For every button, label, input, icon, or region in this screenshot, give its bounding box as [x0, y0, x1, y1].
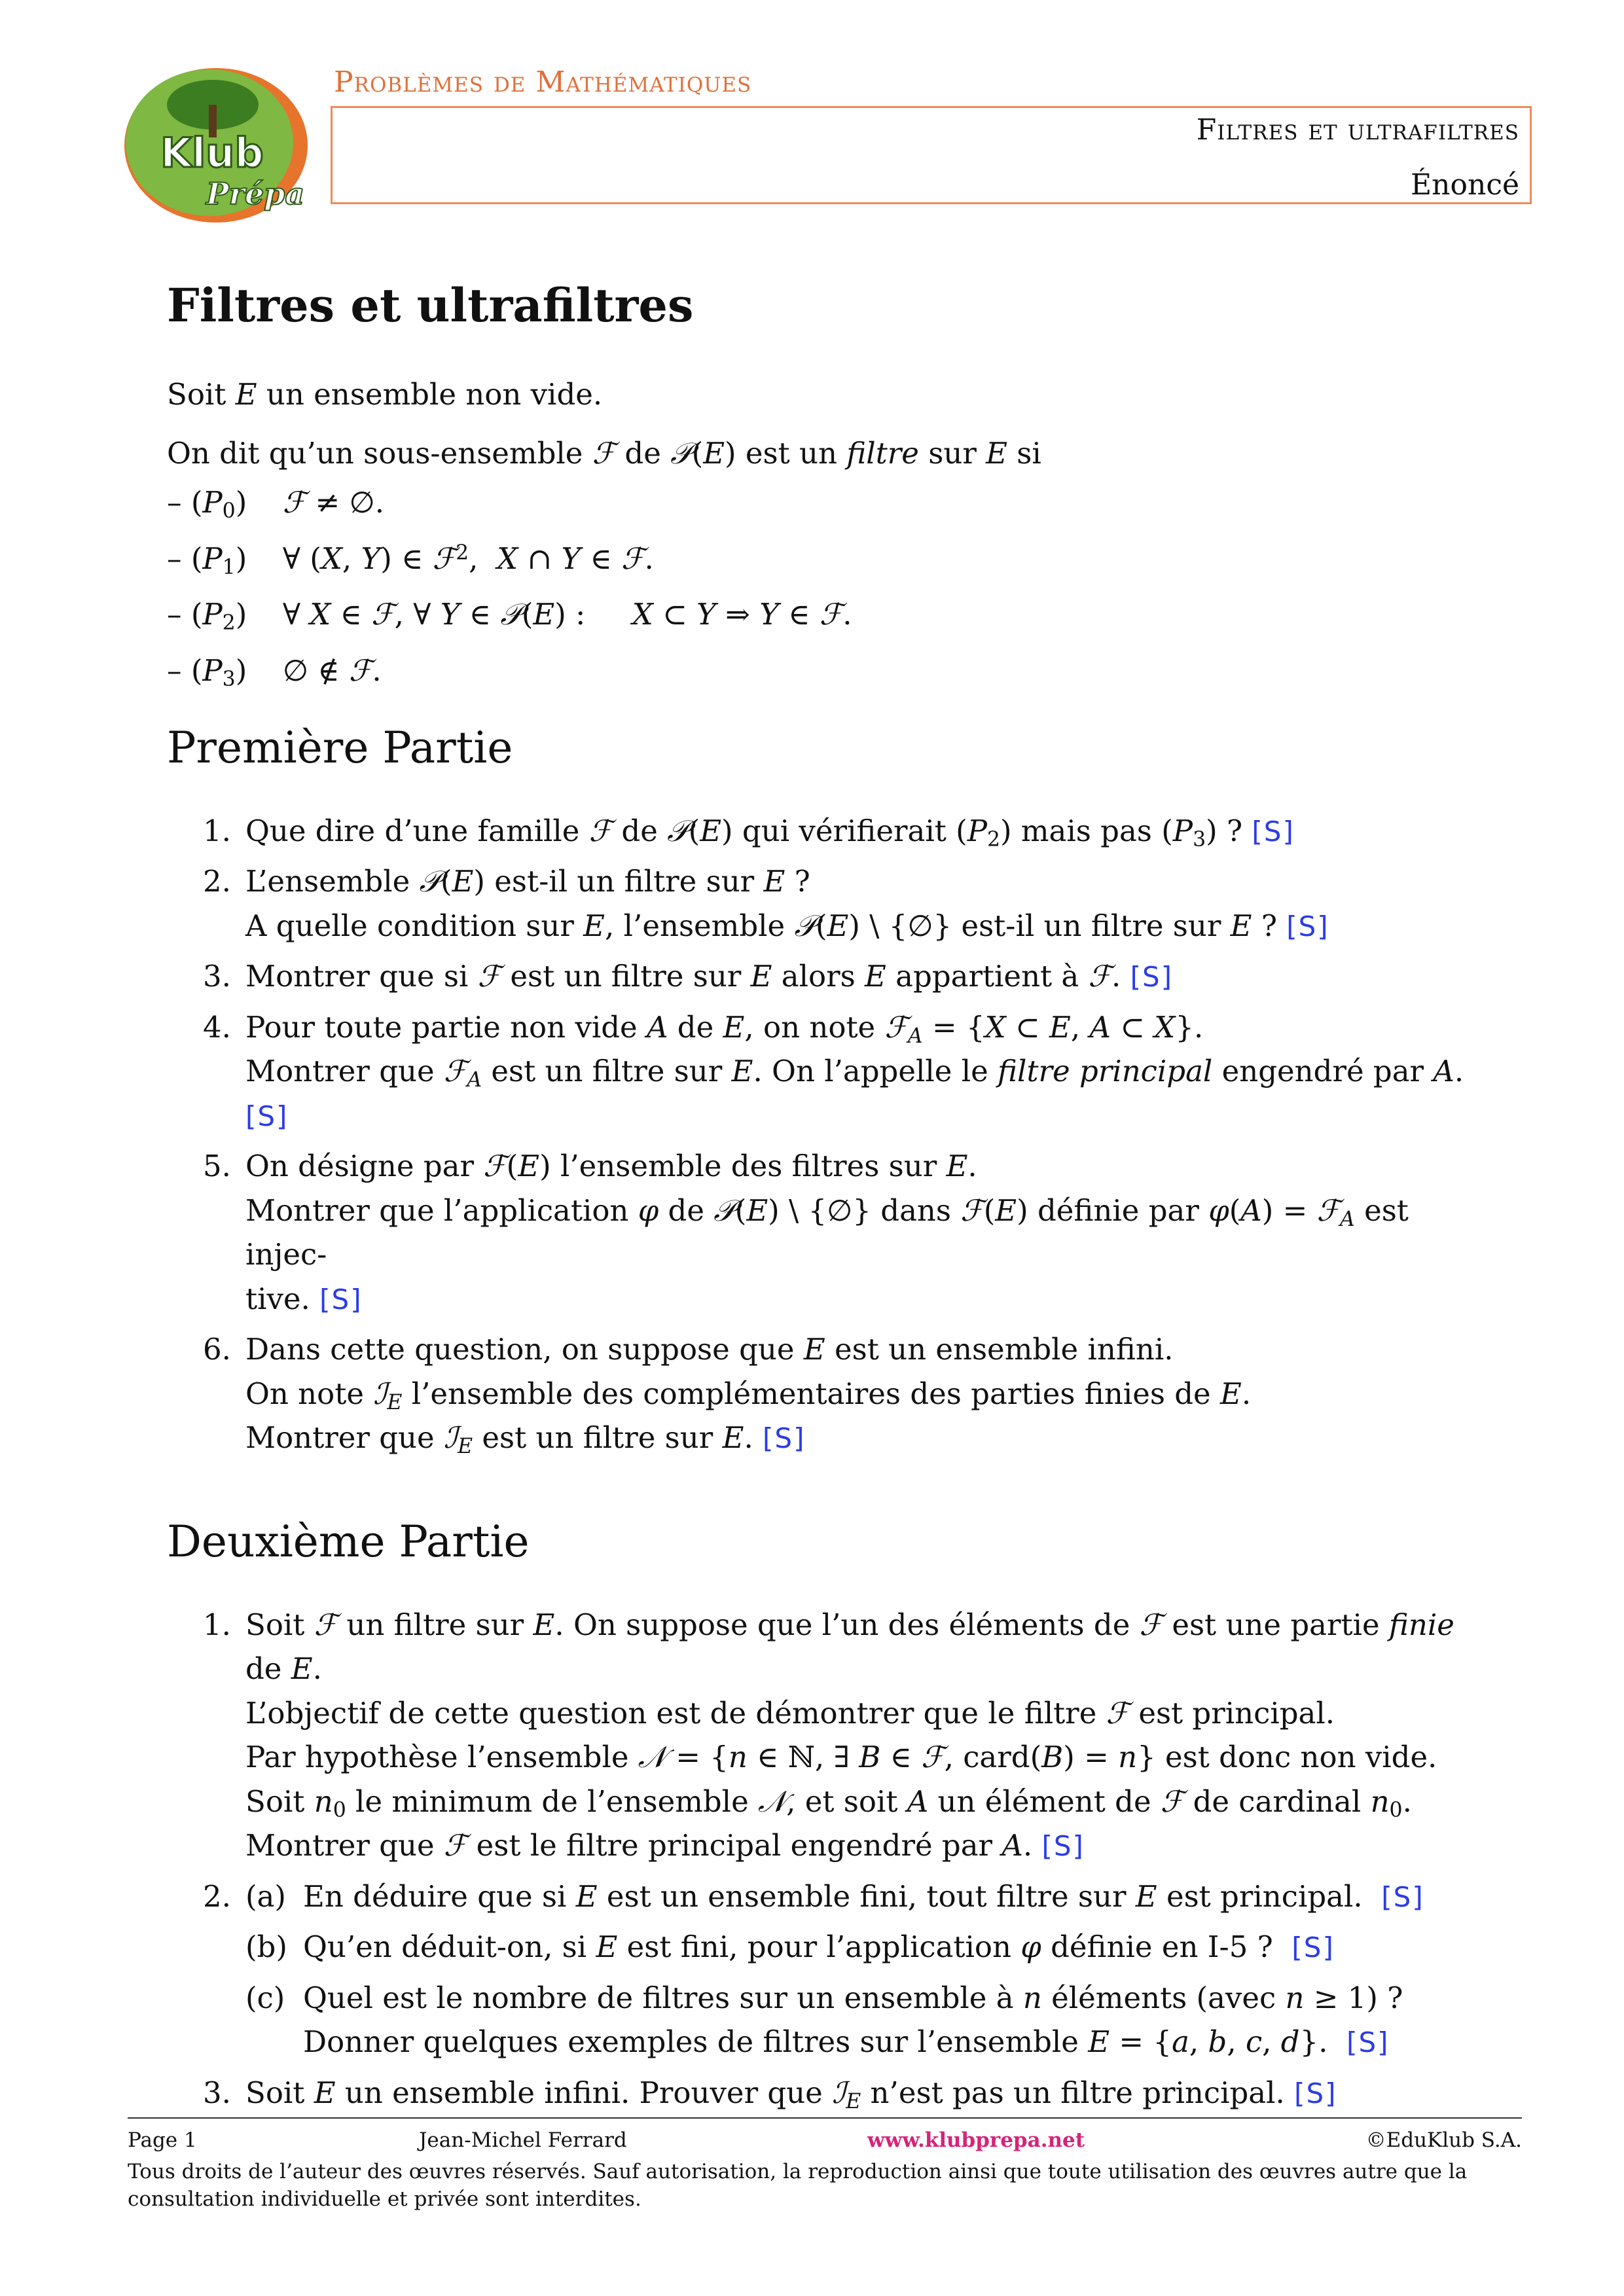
- footer-author: Jean-Michel Ferrard: [419, 2128, 627, 2152]
- series-title: Problèmes de Mathématiques: [334, 65, 752, 99]
- solution-link[interactable]: [S]: [245, 1100, 289, 1132]
- question-3: 3. Soit E un ensemble infini. Prouver que ℐ$_E$ n’est pas un filtre principal. [S]: [203, 2075, 1337, 2113]
- footer-website-link[interactable]: www.klubprepa.net: [867, 2128, 1085, 2152]
- question-2a: (a) En déduire que si E est un ensemble fini, tout filtre sur E est principal. [S]: [245, 1878, 1424, 1914]
- solution-link[interactable]: [S]: [1381, 1880, 1424, 1913]
- document-body: [167, 278, 1483, 2121]
- axiom-p3: – $(P_3)$ ∅ ∉ ℱ.: [167, 653, 382, 691]
- question-1: 1. Que dire d’une famille ℱ de 𝒫(E) qui vérifierait $(P_2)$ mais pas $(P_3)$ ? [S]: [203, 813, 1295, 852]
- footer-legal-notice: Tous droits de l’auteur des œuvres réservés. Sauf autorisation, la reproduction ainsi que toute utilisation des œuvres autre que la consultation individuelle et privée sont interdites.: [128, 2160, 1468, 2211]
- svg-text:Klub: Klub: [160, 129, 264, 177]
- solution-link[interactable]: [S]: [1294, 2077, 1337, 2109]
- footer-copyright: ©EduKlub S.A.: [1365, 2128, 1522, 2152]
- solution-link[interactable]: [S]: [319, 1283, 363, 1316]
- header-subtitle: Énoncé: [1411, 168, 1519, 202]
- axiom-p0: – $(P_0)$ ℱ ≠ ∅.: [167, 485, 385, 523]
- axiom-p2: – $(P_2)$ ∀ X ∈ ℱ, ∀ Y ∈ 𝒫(E) : X ⊂ Y ⇒ Y ∈ ℱ.: [167, 597, 852, 635]
- solution-link[interactable]: [S]: [1130, 961, 1174, 994]
- solution-link[interactable]: [S]: [1291, 1931, 1335, 1964]
- part-1-questions: [167, 809, 1483, 1460]
- axiom-p1: – $(P_1)$ ∀ (X, Y) ∈ ℱ$^2$, X ∩ Y ∈ ℱ.: [167, 541, 654, 579]
- question-2: 2. L’ensemble 𝒫(E) est-il un filtre sur E ? A quelle condition sur E, l’ensemble 𝒫(E) \ {∅} est-il un filtre sur E ? [S]: [203, 864, 1329, 943]
- klubprepa-logo: [115, 59, 314, 226]
- part-2-heading: Deuxième Partie: [167, 1516, 530, 1567]
- question-4: 4. Pour toute partie non vide A de E, on note ℱ$_A$ = {X ⊂ E, A ⊂ X}. Montrer que ℱ$_A$ est un filtre sur E. On l’appelle le filtre principal engendré par A. [S]: [203, 1009, 1464, 1132]
- solution-link[interactable]: [S]: [1346, 2026, 1390, 2059]
- part-2-questions: [167, 1603, 1483, 2115]
- page-title: Filtres et ultrafiltres: [167, 278, 694, 332]
- intro-paragraph-1: Soit E un ensemble non vide.: [167, 377, 603, 412]
- footer: [128, 2128, 1522, 2214]
- question-2-sublist: [245, 1874, 1483, 2064]
- solution-link[interactable]: [S]: [1252, 815, 1295, 848]
- footer-divider: [128, 2117, 1522, 2119]
- solution-link[interactable]: [S]: [1041, 1830, 1085, 1863]
- question-2c: (c) Quel est le nombre de filtres sur un ensemble à n éléments (avec n ≥ 1) ? Donner quelques exemples de filtres sur l’ensemble E = {a, b, c, d}. [S]: [245, 1980, 1403, 2060]
- page-number: Page 1: [128, 2128, 197, 2152]
- header-box: [331, 106, 1532, 204]
- solution-link[interactable]: [S]: [1286, 910, 1329, 942]
- question-6: 6. Dans cette question, on suppose que E est un ensemble infini. On note ℐ$_E$ l’ensemble des complémentaires des parties finies de E. Montrer que ℐ$_E$ est un filtre sur E. [S]: [203, 1332, 1252, 1459]
- filter-axioms: [167, 480, 1483, 692]
- question-3: 3. Montrer que si ℱ est un filtre sur E alors E appartient à ℱ. [S]: [203, 959, 1174, 994]
- intro-paragraph-2: On dit qu’un sous-ensemble ℱ de 𝒫(E) est un filtre sur E si: [167, 435, 1041, 471]
- header-title: Filtres et ultrafiltres: [1196, 113, 1519, 147]
- solution-link[interactable]: [S]: [763, 1422, 806, 1455]
- part-1-heading: Première Partie: [167, 723, 513, 773]
- question-5: 5. On désigne par ℱ(E) l’ensemble des filtres sur E. Montrer que l’application φ de 𝒫(E) \ {∅} dans ℱ(E) définie par φ(A) = ℱ$_A$ est injec- tive. [S]: [203, 1149, 1409, 1316]
- question-2b: (b) Qu’en déduit-on, si E est fini, pour l’application φ définie en I-5 ? [S]: [245, 1929, 1335, 1965]
- svg-text:Prépa: Prépa: [206, 176, 305, 211]
- question-1: 1. Soit ℱ un filtre sur E. On suppose que l’un des éléments de ℱ est une partie finie de E. L’objectif de cette question est de démontrer que le filtre ℱ est principal. Par hypothèse l’ensemble 𝒩 = {n ∈ ℕ, ∃ B ∈ ℱ, card(B) = n} est donc non vide. Soit $n_0$ le minimum de l’ensemble 𝒩, et soit A un élément de ℱ de cardinal $n_0$. Montrer que ℱ est le filtre principal engendré par A. [S]: [203, 1607, 1454, 1863]
- question-2: 2. (a) En déduire que si E est un ensemble fini, tout filtre sur E est principal. [S] (b) Qu’en déduit-on, si E est fini, pour l’application φ définie en I-5 ? [S] (c) Quel est le nombre de filtres sur un ensemble à n éléments (avec n ≥ 1) ? Donner quelques exemples de filtres sur l’ensemble E = {a, b, c, d}. [S]: [167, 1874, 1483, 2064]
